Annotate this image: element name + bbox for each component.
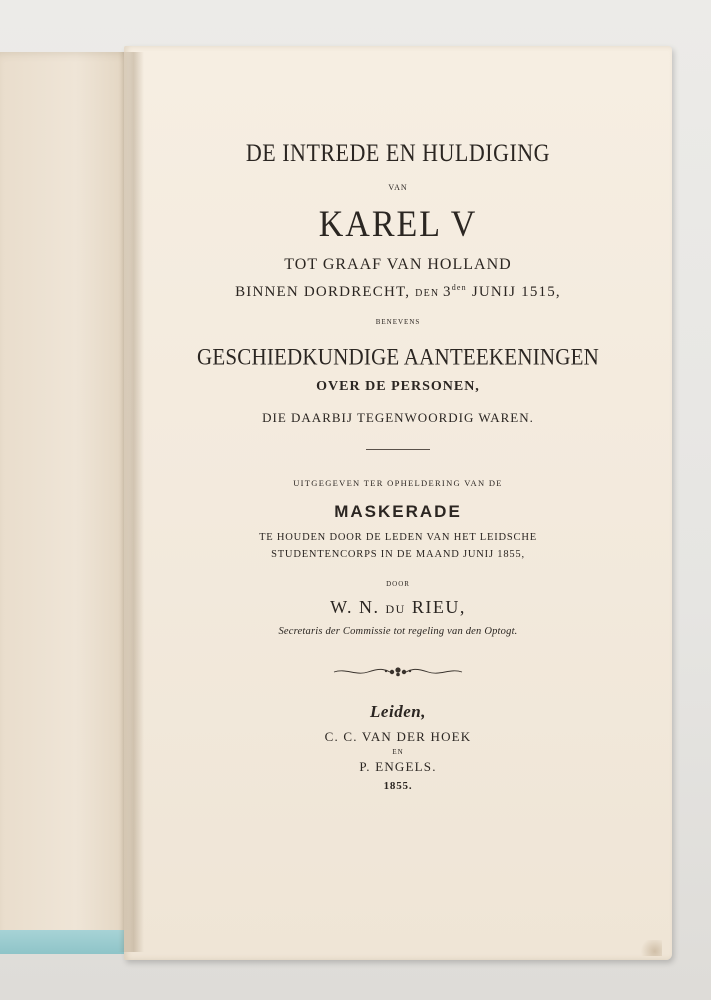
door-text: DOOR [386,580,410,588]
geschied-heading: GESCHIEDKUNDIGE AANTEEKENINGEN [196,343,600,371]
divider-rule [366,449,430,450]
houden-line: TE HOUDEN DOOR DE LEDEN VAN HET LEIDSCHE [259,532,537,543]
secretaris-line: Secretaris der Commissie tot regeling van den Optogt. [278,626,518,637]
binnen-text-a: BINNEN DORDRECHT, [235,284,416,300]
leiden-line: Leiden, [370,702,426,721]
uitgegeven-line: UITGEGEVEN TER OPHELDERING VAN DE [293,478,503,488]
binnen-line [124,283,672,301]
en-text: EN [392,748,404,756]
van-text: VAN [388,183,408,192]
author-line [124,597,672,618]
student-line: STUDENTENCORPS IN DE MAAND JUNIJ 1855, [271,549,525,560]
maskerade-heading: MASKERADE [334,502,462,521]
author-text-a: W. N. [330,597,386,617]
title-line: DE INTREDE EN HULDIGING [245,138,551,167]
publisher-line-2: P. ENGELS. [359,759,437,774]
binnen-sup: den [451,283,467,292]
binnen-den: DEN [415,288,444,299]
karel-heading: KAREL V [318,204,478,245]
corner-wear [638,940,662,956]
year-line: 1855. [383,780,413,792]
benevens-text: BENEVENS [375,318,421,326]
binnen-text-b: JUNIJ 1515, [466,284,561,300]
binnen-day: 3 [443,284,452,300]
over-line: OVER DE PERSONEN, [316,379,480,394]
publisher-line-1: C. C. VAN DER HOEK [324,729,472,744]
die-line: DIE DAARBIJ TEGENWOORDIG WAREN. [262,410,534,425]
ornament-icon [332,664,464,680]
author-text-b: RIEU, [405,597,466,617]
title-page [124,46,672,960]
graaf-line: TOT GRAAF VAN HOLLAND [284,256,512,273]
author-du: DU [385,602,406,616]
gutter-shadow [118,52,144,952]
